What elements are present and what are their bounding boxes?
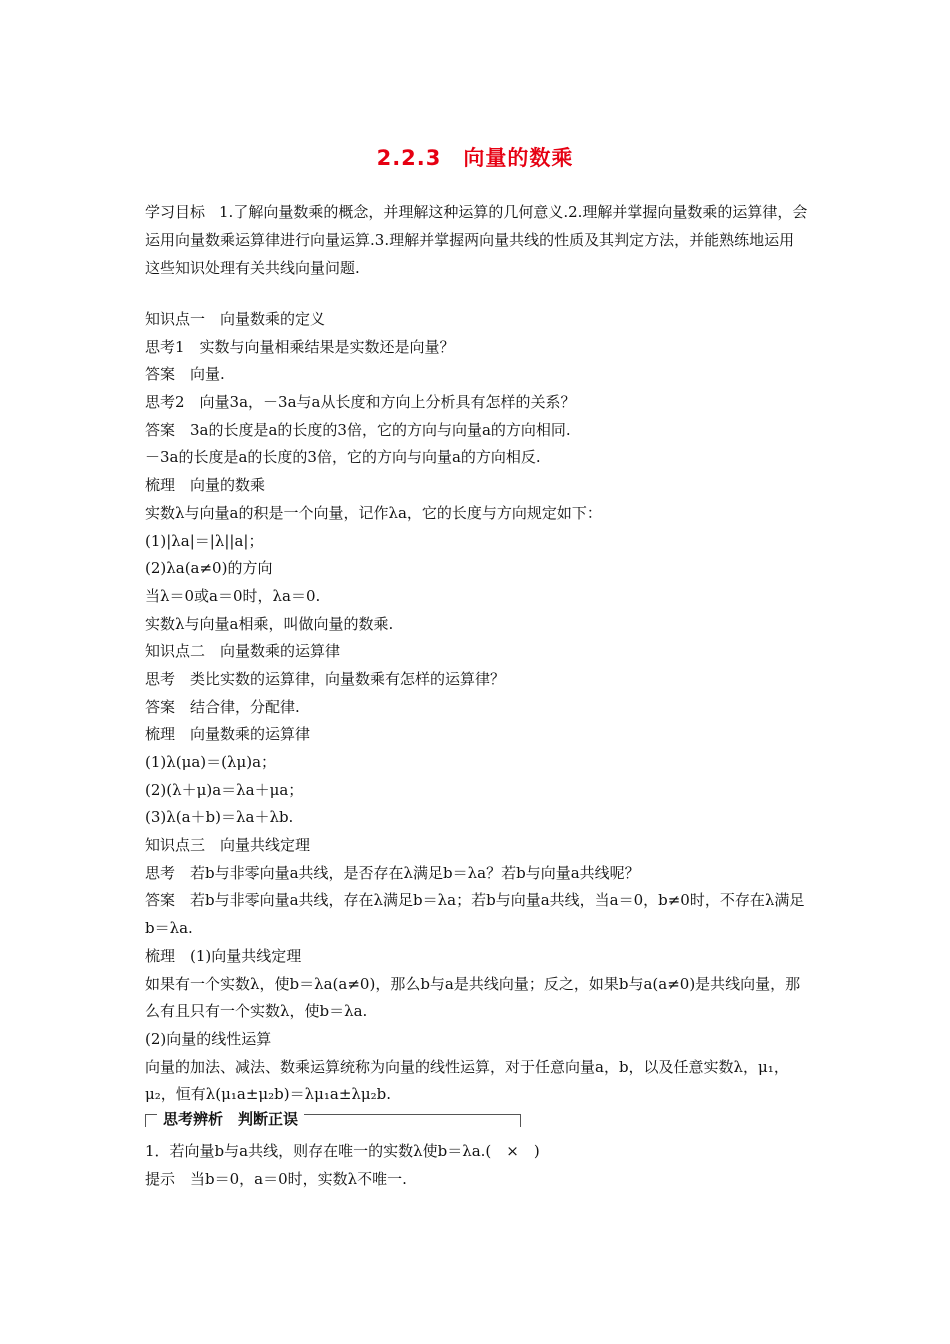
law-3: (3)λ(a＋b)＝λa＋λb. <box>145 808 294 827</box>
answer-1: 答案 向量. <box>145 365 225 384</box>
answer-4: 答案 若b与非零向量a共线，存在λ满足b＝λa；若b与向量a共线，当a＝0，b≠0时，不存在λ满足b＝λa. <box>145 891 805 938</box>
heading-knowledge-2: 知识点二 向量数乘的运算律 <box>145 642 341 661</box>
heading-knowledge-1: 知识点一 向量数乘的定义 <box>145 310 326 328</box>
rule-2: (2)λa(a≠0)的方向 <box>145 559 273 578</box>
learning-goals-label: 学习目标 <box>145 203 206 221</box>
think-2: 思考2 向量3a，－3a与a从长度和方向上分析具有怎样的关系？ <box>145 393 576 412</box>
main-content <box>145 306 811 1193</box>
zero-case: 当λ＝0或a＝0时，λa＝0. <box>145 586 321 605</box>
rule-1: (1)|λa|＝|λ||a|； <box>145 531 264 550</box>
learning-goals-text: 1.了解向量数乘的概念，并理解这种运算的几何意义.2.理解并掌握向量数乘的运算律，会运用向量数乘运算律进行向量运算.3.理解并掌握两向量共线的性质及其判定方法，并能熟练地运用这些知识处理有关共线向量问题. <box>145 203 808 277</box>
heading-knowledge-3: 知识点三 向量共线定理 <box>145 836 311 855</box>
learning-goals <box>145 198 809 282</box>
section-label: 思考辨析 判断正误 <box>157 1106 304 1134</box>
answer-2: 答案 3a的长度是a的长度的3倍，它的方向与向量a的方向相同. <box>145 420 571 439</box>
summary-theorem: 梳理 (1)向量共线定理 <box>145 946 302 965</box>
theorem-text: 如果有一个实数λ，使b＝λa(a≠0)，那么b与a是共线向量；反之，如果b与a(a≠0)是共线向量，那么有且只有一个实数λ，使b＝λa. <box>145 974 801 1021</box>
linear-ops-heading: (2)向量的线性运算 <box>145 1029 272 1048</box>
question-1: 1．若向量b与a共线，则存在唯一的实数λ使b＝λa.( × ) <box>145 1142 540 1161</box>
law-2: (2)(λ＋μ)a＝λa＋μa； <box>145 780 304 799</box>
think-3: 思考 类比实数的运算律，向量数乘有怎样的运算律？ <box>145 669 506 688</box>
law-1: (1)λ(μa)＝(λμ)a； <box>145 753 277 771</box>
definition-name: 实数λ与向量a相乘，叫做向量的数乘. <box>145 614 394 633</box>
summary-scalar: 梳理 向量的数乘 <box>145 476 266 495</box>
page-title: 2.2.3 向量的数乘 <box>376 146 574 170</box>
answer-2-cont: －3a的长度是a的长度的3倍，它的方向与向量a的方向相反. <box>145 448 541 467</box>
hint-1: 提示 当b＝0，a＝0时，实数λ不唯一. <box>145 1169 407 1188</box>
definition-text: 实数λ与向量a的积是一个向量，记作λa，它的长度与方向规定如下： <box>145 503 602 522</box>
answer-3: 答案 结合律，分配律. <box>145 697 300 716</box>
section-divider <box>145 1110 521 1138</box>
think-4: 思考 若b与非零向量a共线，是否存在λ满足b＝λa？若b与向量a共线呢？ <box>145 863 640 882</box>
think-1: 思考1 实数与向量相乘结果是实数还是向量？ <box>145 337 455 356</box>
linear-ops-text: 向量的加法、减法、数乘运算统称为向量的线性运算，对于任意向量a，b，以及任意实数λ，μ₁，μ₂，恒有λ(μ₁a±μ₂b)＝λμ₁a±λμ₂b. <box>145 1057 789 1104</box>
summary-laws: 梳理 向量数乘的运算律 <box>145 725 311 744</box>
